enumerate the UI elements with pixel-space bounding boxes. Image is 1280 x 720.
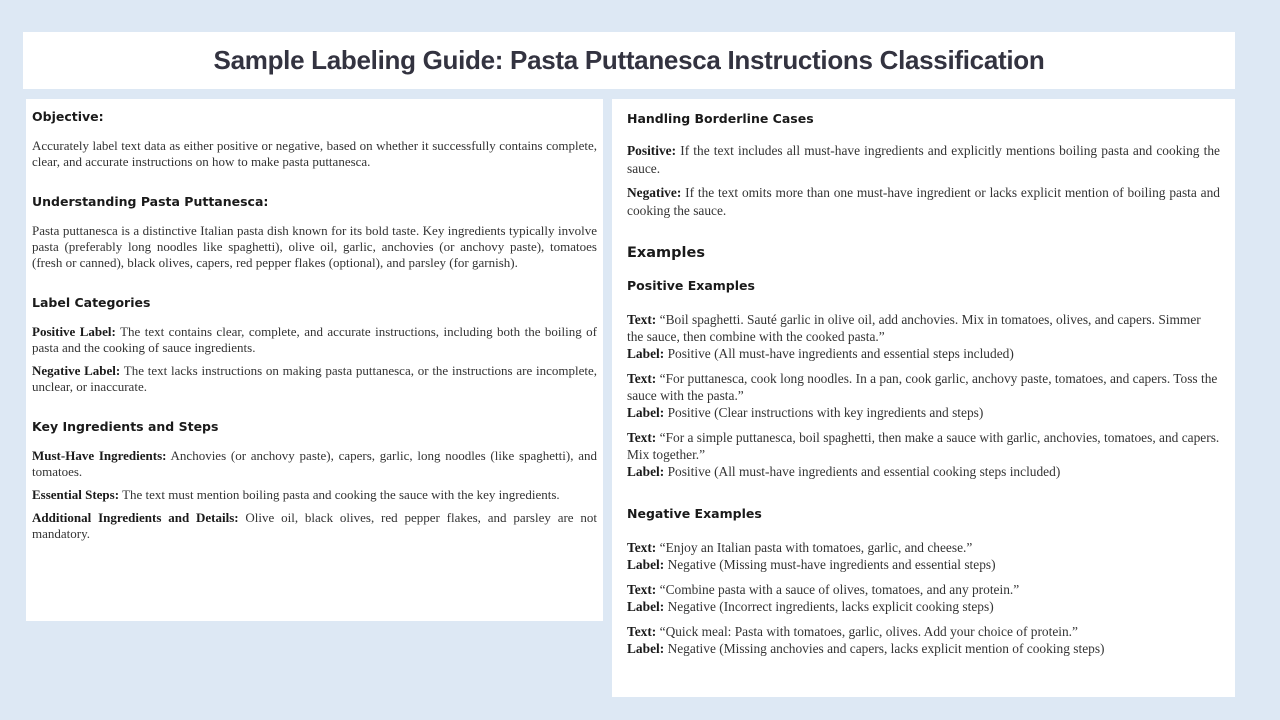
example-label <box>627 640 1220 657</box>
page-title: Sample Labeling Guide: Pasta Puttanesca Instructions Classification <box>213 45 1045 75</box>
example-label-value: Negative (Missing anchovies and capers, lacks explicit mention of cooking steps) <box>667 641 1105 656</box>
label-label: Label: <box>627 599 665 614</box>
guide-right-panel <box>612 99 1235 697</box>
label-label: Label: <box>627 346 665 361</box>
definition: Olive oil, black olives, red pepper flakes, and parsley are not mandatory. <box>32 510 597 541</box>
example-label-value: Positive (All must-have ingredients and essential steps included) <box>667 346 1014 361</box>
example-quote: “For a simple puttanesca, boil spaghetti, then make a sauce with garlic, anchovies, tomatoes, and capers. Mix together.” <box>627 430 1220 462</box>
example-label-value: Negative (Missing must-have ingredients and essential steps) <box>667 557 996 572</box>
example-label-value: Negative (Incorrect ingredients, lacks explicit cooking steps) <box>667 599 994 614</box>
positive-examples-heading: Positive Examples <box>627 278 755 293</box>
example-quote: “Enjoy an Italian pasta with tomatoes, garlic, and cheese.” <box>659 540 973 555</box>
essential-steps <box>32 487 597 503</box>
example-quote: “Quick meal: Pasta with tomatoes, garlic, olives. Add your choice of protein.” <box>659 624 1078 639</box>
guide-left-panel <box>26 99 603 621</box>
text-label: Text: <box>627 582 657 597</box>
positive-example <box>627 429 1220 480</box>
positive-example <box>627 370 1220 421</box>
definition: Anchovies (or anchovy paste), capers, garlic, long noodles (like spaghetti), and tomatoes. <box>32 448 597 479</box>
label-label: Label: <box>627 405 665 420</box>
example-label-value: Positive (Clear instructions with key ingredients and steps) <box>667 405 984 420</box>
term: Essential Steps: <box>32 487 120 502</box>
understanding-text: Pasta puttanesca is a distinctive Italian pasta dish known for its bold taste. Key ingredients typically involve pasta (preferably long noodles like spaghetti), olive oil, garlic, anchovies (or anchovy paste), tomatoes (fresh or canned), black olives, capers, red pepper flakes (optional), and parsley (for garnish). <box>32 223 597 270</box>
example-text <box>627 370 1220 404</box>
definition: If the text includes all must-have ingredients and explicitly mentions boiling pasta and cooking the sauce. <box>627 143 1220 176</box>
definition: The text contains clear, complete, and accurate instructions, including both the boiling of pasta and the cooking of sauce ingredients. <box>32 324 597 355</box>
negative-example <box>627 539 1220 573</box>
label-label: Label: <box>627 557 665 572</box>
example-label <box>627 463 1220 480</box>
example-label <box>627 556 1220 573</box>
definition: The text lacks instructions on making pasta puttanesca, or the instructions are incomplete, unclear, or inaccurate. <box>32 363 598 394</box>
example-label-value: Positive (All must-have ingredients and essential cooking steps included) <box>667 464 1061 479</box>
must-have-ingredients <box>32 448 597 480</box>
definition: The text must mention boiling pasta and cooking the sauce with the key ingredients. <box>122 487 560 502</box>
positive-example <box>627 311 1220 362</box>
borderline-heading: Handling Borderline Cases <box>627 111 814 126</box>
example-label <box>627 345 1220 362</box>
objective-heading: Objective: <box>32 109 104 124</box>
example-text <box>627 429 1220 463</box>
example-label <box>627 404 1220 421</box>
label-label: Label: <box>627 464 665 479</box>
key-ingredients-heading: Key Ingredients and Steps <box>32 419 219 434</box>
term: Positive: <box>627 143 677 158</box>
term: Positive Label: <box>32 324 116 339</box>
text-label: Text: <box>627 371 657 386</box>
example-text <box>627 539 1220 556</box>
title-banner <box>23 32 1235 89</box>
example-text <box>627 581 1220 598</box>
text-label: Text: <box>627 540 657 555</box>
negative-example <box>627 623 1220 657</box>
label-label: Label: <box>627 641 665 656</box>
positive-label-def <box>32 324 597 356</box>
negative-label-def <box>32 363 597 395</box>
borderline-positive <box>627 142 1220 177</box>
borderline-negative <box>627 184 1220 219</box>
examples-heading: Examples <box>627 245 705 261</box>
text-label: Text: <box>627 624 657 639</box>
term: Must-Have Ingredients: <box>32 448 167 463</box>
text-label: Text: <box>627 430 657 445</box>
text-label: Text: <box>627 312 657 327</box>
term: Additional Ingredients and Details: <box>32 510 239 525</box>
negative-example <box>627 581 1220 615</box>
additional-ingredients <box>32 510 597 542</box>
understanding-heading: Understanding Pasta Puttanesca: <box>32 194 269 209</box>
label-categories-heading: Label Categories <box>32 295 151 310</box>
example-quote: “Boil spaghetti. Sauté garlic in olive oil, add anchovies. Mix in tomatoes, olives, and capers. Simmer the sauce, then combine with the cooked pasta.” <box>627 312 1201 344</box>
example-quote: “For puttanesca, cook long noodles. In a pan, cook garlic, anchovy paste, tomatoes, and capers. Toss the sauce with the pasta.” <box>627 371 1218 403</box>
example-text <box>627 623 1220 640</box>
example-quote: “Combine pasta with a sauce of olives, tomatoes, and any protein.” <box>659 582 1020 597</box>
term: Negative Label: <box>32 363 121 378</box>
example-text <box>627 311 1220 345</box>
negative-examples-heading: Negative Examples <box>627 506 762 521</box>
objective-text: Accurately label text data as either positive or negative, based on whether it successfully contains complete, clear, and accurate instructions on how to make pasta puttanesca. <box>32 138 597 169</box>
example-label <box>627 598 1220 615</box>
term: Negative: <box>627 185 682 200</box>
definition: If the text omits more than one must-have ingredient or lacks explicit mention of boiling pasta and cooking the sauce. <box>627 185 1220 218</box>
